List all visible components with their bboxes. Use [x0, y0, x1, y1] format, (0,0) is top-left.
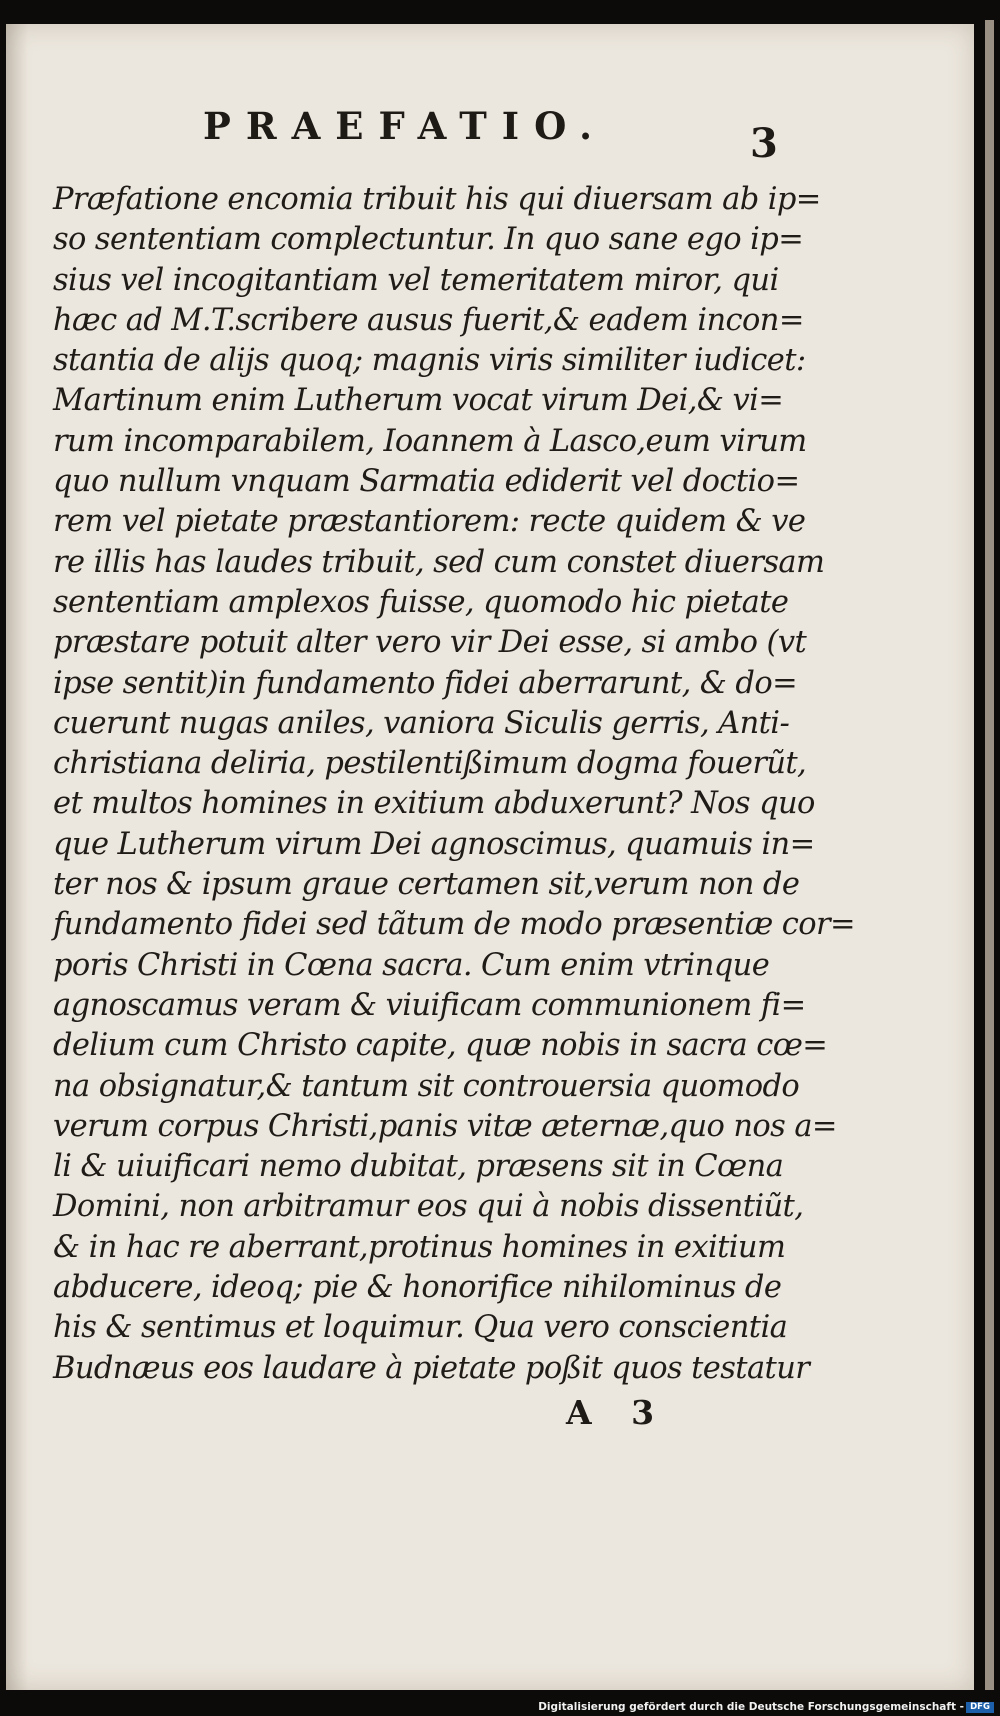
text-line: stantia de alijs quoq; magnis viris similiter iudicet:: [53, 343, 806, 379]
text-line: his & sentimus et loquimur. Qua vero conscientia: [53, 1310, 788, 1346]
dfg-logo-icon: DFG: [966, 1702, 994, 1713]
text-line: ipse sentit)in fundamento fidei aberrarunt, & do=: [53, 665, 798, 701]
text-line: Præfatione encomia tribuit his qui diuersam ab ip=: [53, 182, 821, 217]
page-edge: [985, 20, 994, 1690]
gutter-shadow: [6, 24, 28, 1690]
text-line: agnoscamus veram & viuificam communionem fi=: [53, 987, 806, 1023]
text-line: christiana deliria, pestilentißimum dogma fouerũt,: [53, 746, 807, 782]
text-line: delium cum Christo capite, quæ nobis in sacra cœ=: [53, 1028, 828, 1064]
text-line: Budnæus eos laudare à pietate poßit quos testatur: [53, 1350, 810, 1386]
text-line: li & uiuificari nemo dubitat, præsens sit in Cœna: [53, 1149, 784, 1185]
page-number: 3: [750, 120, 778, 167]
text-line: cuerunt nugas aniles, vaniora Siculis gerris, Anti-: [53, 705, 790, 741]
text-line: verum corpus Christi,panis vitæ æternæ,quo nos a=: [53, 1108, 837, 1144]
text-line: præstare potuit alter vero vir Dei esse, si ambo (vt: [53, 625, 807, 661]
body-text: [53, 180, 855, 1389]
text-line: que Lutherum virum Dei agnoscimus, quamuis in=: [53, 826, 815, 862]
text-line: na obsignatur,& tantum sit controuersia quomodo: [53, 1068, 800, 1104]
funding-note: Digitalisierung gefördert durch die Deutsche Forschungsgemeinschaft -: [538, 1701, 964, 1713]
text-line: so sententiam complectuntur. In quo sane ego ip=: [53, 222, 804, 258]
text-line: poris Christi in Cœna sacra. Cum enim vtrinque: [53, 947, 770, 983]
text-line: quo nullum vnquam Sarmatia ediderit vel doctio=: [53, 464, 800, 500]
text-line: fundamento fidei sed tãtum de modo præsentiæ cor=: [53, 907, 855, 943]
text-line: Domini, non arbitramur eos qui à nobis dissentiũt,: [53, 1189, 804, 1225]
text-line: et multos homines in exitium abduxerunt? Nos quo: [53, 786, 815, 822]
text-line: re illis has laudes tribuit, sed cum constet diuersam: [53, 544, 825, 580]
running-head: PRAEFATIO.: [203, 104, 608, 148]
text-line: abducere, ideoq; pie & honorifice nihilominus de: [53, 1270, 782, 1306]
text-line: rem vel pietate præstantiorem: recte quidem & ve: [53, 504, 806, 540]
text-line: Martinum enim Lutherum vocat virum Dei,& vi=: [53, 383, 784, 419]
text-line: ter nos & ipsum graue certamen sit,verum non de: [53, 867, 800, 903]
text-line: rum incomparabilem, Ioannem à Lasco,eum virum: [53, 423, 807, 459]
signature-mark: A 3: [566, 1393, 669, 1432]
text-line: sius vel incogitantiam vel temeritatem miror, qui: [53, 262, 779, 298]
text-line: sententiam amplexos fuisse, quomodo hic pietate: [53, 584, 789, 620]
text-line: hæc ad M.T.scribere ausus fuerit,& eadem incon=: [53, 302, 804, 338]
text-line: & in hac re aberrant,protinus homines in exitium: [53, 1229, 786, 1265]
